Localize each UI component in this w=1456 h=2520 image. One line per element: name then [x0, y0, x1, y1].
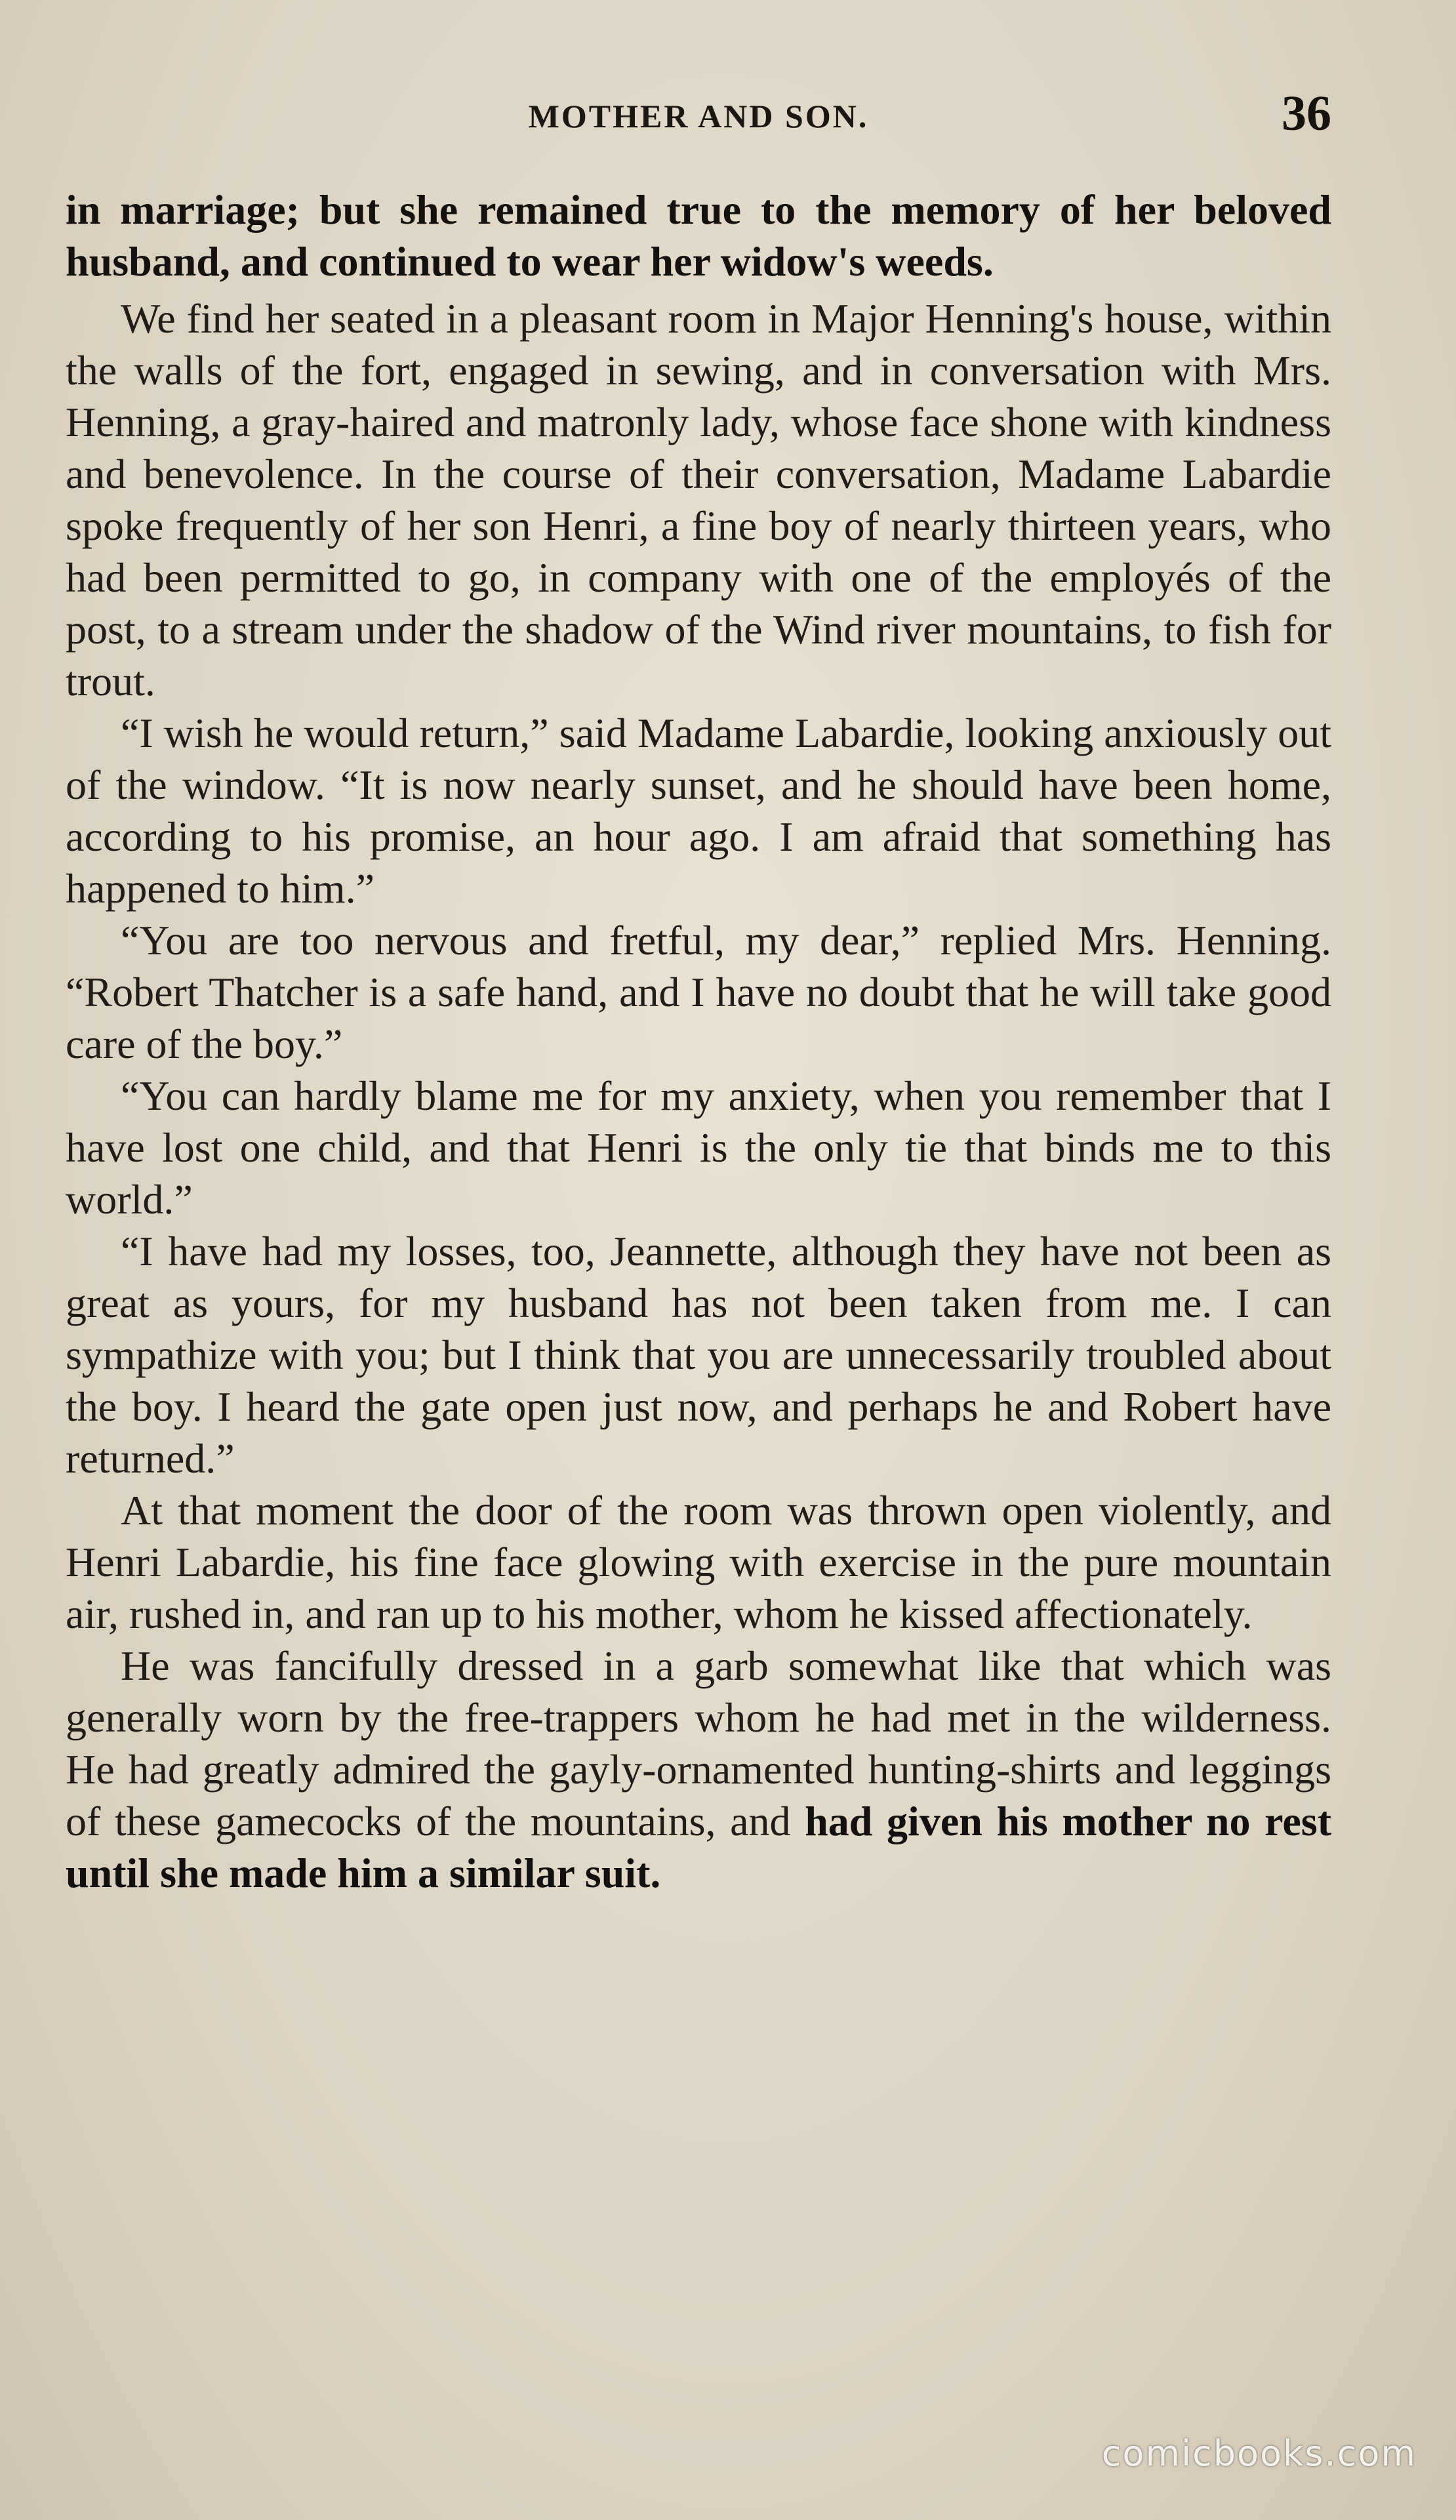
paragraph: “I wish he would return,” said Madame Labardie, looking anxiously out of the window. “It is now nearly sunset, and he should have been home, according to his promise, an hour ago. I am afraid that something has happened to him.”	[66, 710, 1331, 912]
paragraph: We find her seated in a pleasant room in Major Henning's house, within the walls of the fort, engaged in sewing, and in conversation with Mrs. Henning, a gray-haired and matronly lady, whose face shone with kindness and benevolence. In the course of their conversation, Madame Labardie spoke frequently of her son Henri, a fine boy of nearly thirteen years, who had been permitted to go, in company with one of the employés of the post, to a stream under the shadow of the Wind river mountains, to fish for trout.	[66, 295, 1331, 704]
page-number: 36	[1282, 86, 1331, 141]
paragraph: in marriage; but she remained true to the memory of her beloved husband, and continued to wear her widow's weeds.	[66, 186, 1331, 285]
running-head: MOTHER AND SON.	[528, 98, 869, 134]
page-header	[66, 85, 1331, 144]
paragraph-final-bold-tail: had given his mother no rest until she made him a similar suit.	[66, 1798, 1332, 1896]
paragraph-final	[66, 1640, 1331, 1899]
paragraph: “I have had my losses, too, Jeannette, although they have not been as great as yours, for my husband has not been taken from me. I can sympathize with you; but I think that you are unnecessarily troubled about the boy. I heard the gate open just now, and perhaps he and Robert have returned.”	[66, 1228, 1331, 1482]
paragraph: “You can hardly blame me for my anxiety, when you remember that I have lost one child, and that Henri is the only tie that binds me to this world.”	[66, 1072, 1331, 1223]
paragraph: At that moment the door of the room was thrown open violently, and Henri Labardie, his fine face glowing with exercise in the pure mountain air, rushed in, and ran up to his mother, whom he kissed affectionately.	[66, 1487, 1331, 1637]
site-watermark: comicbooks.com	[1101, 2433, 1417, 2474]
body-text	[66, 184, 1331, 1899]
paragraph: “You are too nervous and fretful, my dear,” replied Mrs. Henning. “Robert Thatcher is a safe hand, and I have no doubt that he will take good care of the boy.”	[66, 917, 1331, 1067]
paragraph-final-text: He was fancifully dressed in a garb somewhat like that which was generally worn by the free-trappers whom he had met in the wilderness. He had greatly admired the gayly-ornamented hunting-shirts and leggings of these gamecocks of the mountains, and	[66, 1642, 1331, 1844]
